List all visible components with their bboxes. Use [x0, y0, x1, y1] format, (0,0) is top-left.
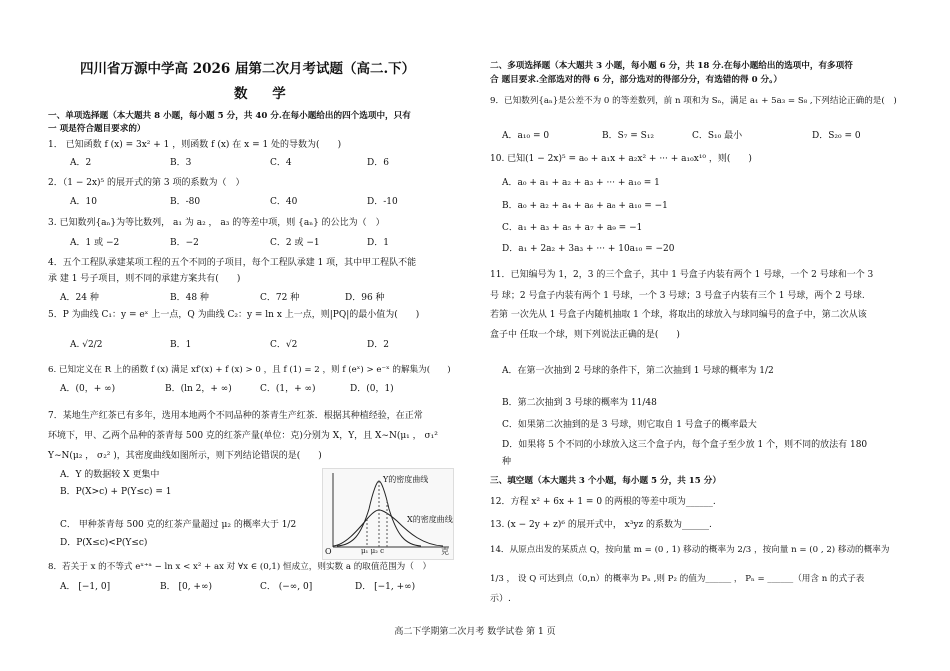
question-10-option-b: B．a₀ + a₂ + a₄ + a₆ + a₈ + a₁₀ = −1: [502, 201, 668, 211]
question-11-option-d: D．如果将 5 个不同的小球放入这三个盒子内，每个盒子至少放 1 个，则不同的放法有 180: [502, 440, 868, 450]
tick-labels: μ₁ μ₂ c: [361, 547, 385, 555]
question-13: 13. (x − 2y + z)⁶ 的展开式中， x³yz 的系数为______.: [490, 520, 712, 530]
option-a: A． [−1, 0]: [60, 582, 111, 592]
question-11: 11．已知编号为 1，2，3 的三个盒子，其中 1 号盒子内装有两个 1 号球，一个 2 号球和一个 3: [490, 270, 874, 280]
section3-heading: 三、填空题（本大题共 3 个小题，每小题 5 分，共 15 分）: [490, 476, 721, 486]
exam-title: 四川省万源中学高 2026 届第二次月考试题（高二.下）: [80, 61, 416, 77]
question-11-cont: 号 球；2 号盒子内装有两个 1 号球，一个 3 号球；3 号盒子内装有三个 1 号球，两个 2 号球.: [490, 291, 865, 301]
section1-heading-cont: 一 项是符合题目要求的）: [48, 124, 146, 134]
question-4-cont: 承 建 1 号子项目，则不同的承建方案共有( ): [48, 274, 241, 284]
question-6: 6. 已知定义在 R 上的函数 f (x) 满足 xf′(x) + f (x) > 0 ，且 f (1) = 2 ，则 f (eˣ) > e⁻ˣ 的解集为( ): [48, 365, 451, 375]
question-10-option-c: C．a₁ + a₃ + a₅ + a₇ + a₉ = −1: [502, 223, 643, 233]
question-7-option-c: C． 甲种茶青每 500 克的红茶产量超过 μ₂ 的概率大于 1/2: [60, 520, 297, 530]
option-b: B．3: [170, 158, 192, 168]
section2-heading-cont: 合 题目要求.全部选对的得 6 分，部分选对的得部分分，有选错的得 0 分。）: [490, 75, 783, 85]
option-d: D．S₂₀ = 0: [812, 131, 861, 141]
x-curve-label: X的密度曲线: [407, 515, 453, 524]
question-1: 1． 已知函数 f (x) = 3x² + 1 ，则函数 f (x) 在 x = 1 处的导数为( ): [48, 140, 342, 150]
option-c: C． (−∞, 0]: [260, 582, 313, 592]
question-11-option-a: A．在第一次抽到 2 号球的条件下，第二次抽到 1 号球的概率为 1/2: [502, 366, 774, 376]
question-11-option-c: C．如果第二次抽到的是 3 号球，则它取自 1 号盒子的概率最大: [502, 420, 757, 430]
question-11-option-d-cont: 种: [502, 457, 512, 467]
option-b: B．(ln 2，+ ∞): [165, 384, 232, 394]
y-curve-label: Y的密度曲线: [383, 475, 429, 484]
question-10: 10. 已知(1 − 2x)⁵ = a₀ + a₁x + a₂x² + ··· + a₁₀x¹⁰ ，则( ): [490, 154, 752, 164]
option-a: A．a₁₀ = 0: [502, 131, 550, 141]
option-a: A．2: [70, 158, 92, 168]
option-c: C．S₁₀ 最小: [692, 131, 743, 141]
origin-label: O: [325, 547, 332, 556]
option-c: C．4: [270, 158, 292, 168]
option-d: D． [−1, +∞): [355, 582, 416, 592]
section1-heading: 一、单项选择题（本大题共 8 小题，每小题 5 分，共 40 分.在每小题给出的四个选项中，只有: [48, 111, 411, 121]
question-9: 9．已知数列{aₙ}是公差不为 0 的等差数列，前 n 项和为 Sₙ，满足 a₁ + 5a₃ = S₈ ,下列结论正确的是( ): [490, 96, 897, 106]
option-a: A．1 或 −2: [70, 238, 120, 248]
option-b: B．-80: [170, 197, 201, 207]
question-11-option-b: B．第二次抽到 3 号球的概率为 11/48: [502, 398, 657, 408]
option-a: A．(0，+ ∞): [60, 384, 116, 394]
option-a: A．24 种: [60, 293, 99, 303]
option-a: A. √2/2: [70, 340, 103, 350]
question-7-option-b: B．P(X>c) + P(Y≤c) = 1: [60, 487, 172, 497]
question-3: 3. 已知数列{aₙ}为等比数列， a₁ 为 a₂ ， a₃ 的等差中项，则 {aₙ} 的公比为（ ）: [48, 218, 385, 228]
option-d: D．1: [367, 238, 389, 248]
question-10-option-d: D．a₁ + 2a₂ + 3a₃ + ··· + 10a₁₀ = −20: [502, 244, 675, 254]
option-c: C．40: [270, 197, 298, 207]
option-b: B．48 种: [170, 293, 209, 303]
question-7: 7．某地生产红茶已有多年，选用本地两个不同品种的茶青生产红茶．根据其种植经验，在正常: [48, 411, 423, 421]
question-8: 8．若关于 x 的不等式 eˣ⁺ᵃ − ln x < x² + ax 对 ∀x ∈ (0,1) 恒成立，则实数 a 的取值范围为（ ）: [48, 562, 432, 572]
question-11-cont3: 盒子中 任取一个球，则下列说法正确的是( ): [490, 330, 680, 340]
subject-title: 数 学: [234, 86, 296, 102]
density-curve-figure: [322, 468, 454, 560]
question-14: 14．从原点出发的某质点 Q，按向量 m = (0 , 1) 移动的概率为 2/3 ，按向量 n = (0 , 2) 移动的概率为: [490, 545, 890, 555]
option-d: D．96 种: [345, 293, 385, 303]
option-c: C．72 种: [260, 293, 300, 303]
question-7-option-a: A．Y 的数据较 X 更集中: [60, 470, 160, 480]
question-14-cont: 1/3 ， 设 Q 可达到点（0,n）的概率为 Pₙ ,则 P₂ 的值为______ ， Pₙ = ______（用含 n 的式子表: [490, 574, 865, 584]
option-c: C．(1，+ ∞): [260, 384, 316, 394]
option-b: B． [0, +∞): [160, 582, 212, 592]
option-b: B．1: [170, 340, 192, 350]
option-c: C．2 或 −1: [270, 238, 320, 248]
option-b: B．S₇ = S₁₂: [602, 131, 655, 141]
option-d: D．2: [367, 340, 389, 350]
question-4: 4．五个工程队承建某项工程的五个不同的子项目，每个工程队承建 1 项，其中甲工程队不能: [48, 258, 417, 268]
question-11-cont2: 若第 一次先从 1 号盒子内随机抽取 1 个球，将取出的球放入与球同编号的盒子中，第二次从该: [490, 310, 867, 320]
option-c: C．√2: [270, 340, 298, 350]
question-7-cont: 环境下，甲、乙两个品种的茶青每 500 克的红茶产量(单位：克)分别为 X，Y，且 X∼N(μ₁ ， σ₁²: [48, 431, 438, 441]
option-d: D．-10: [367, 197, 398, 207]
question-14-cont2: 示）.: [490, 594, 511, 604]
question-5: 5．P 为曲线 C₁：y = eˣ 上一点，Q 为曲线 C₂：y = ln x 上一点，则|PQ|的最小值为( ): [48, 310, 420, 320]
axis-unit-label: 克: [441, 547, 449, 556]
option-d: D．(0，1): [350, 384, 394, 394]
option-d: D．6: [367, 158, 389, 168]
question-7-cont2: Y∼N(μ₂ ， σ₂² )，其密度曲线如图所示，则下列结论错误的是( ): [48, 451, 322, 461]
question-2: 2．（1 − 2x)⁵ 的展开式的第 3 项的系数为（ ）: [48, 178, 245, 188]
page-footer: 高二下学期第二次月考 数学试卷 第 1 页: [394, 627, 556, 637]
option-b: B．−2: [170, 238, 199, 248]
option-a: A．10: [70, 197, 97, 207]
section2-heading: 二、多项选择题（本大题共 3 小题，每小题 6 分，共 18 分.在每小题给出的选项中，有多项符: [490, 61, 853, 71]
question-7-option-d: D．P(X≤c)<P(Y≤c): [60, 538, 148, 548]
question-10-option-a: A．a₀ + a₁ + a₂ + a₃ + ··· + a₁₀ = 1: [502, 178, 660, 188]
question-12: 12．方程 x² + 6x + 1 = 0 的两根的等差中项为______.: [490, 497, 716, 507]
